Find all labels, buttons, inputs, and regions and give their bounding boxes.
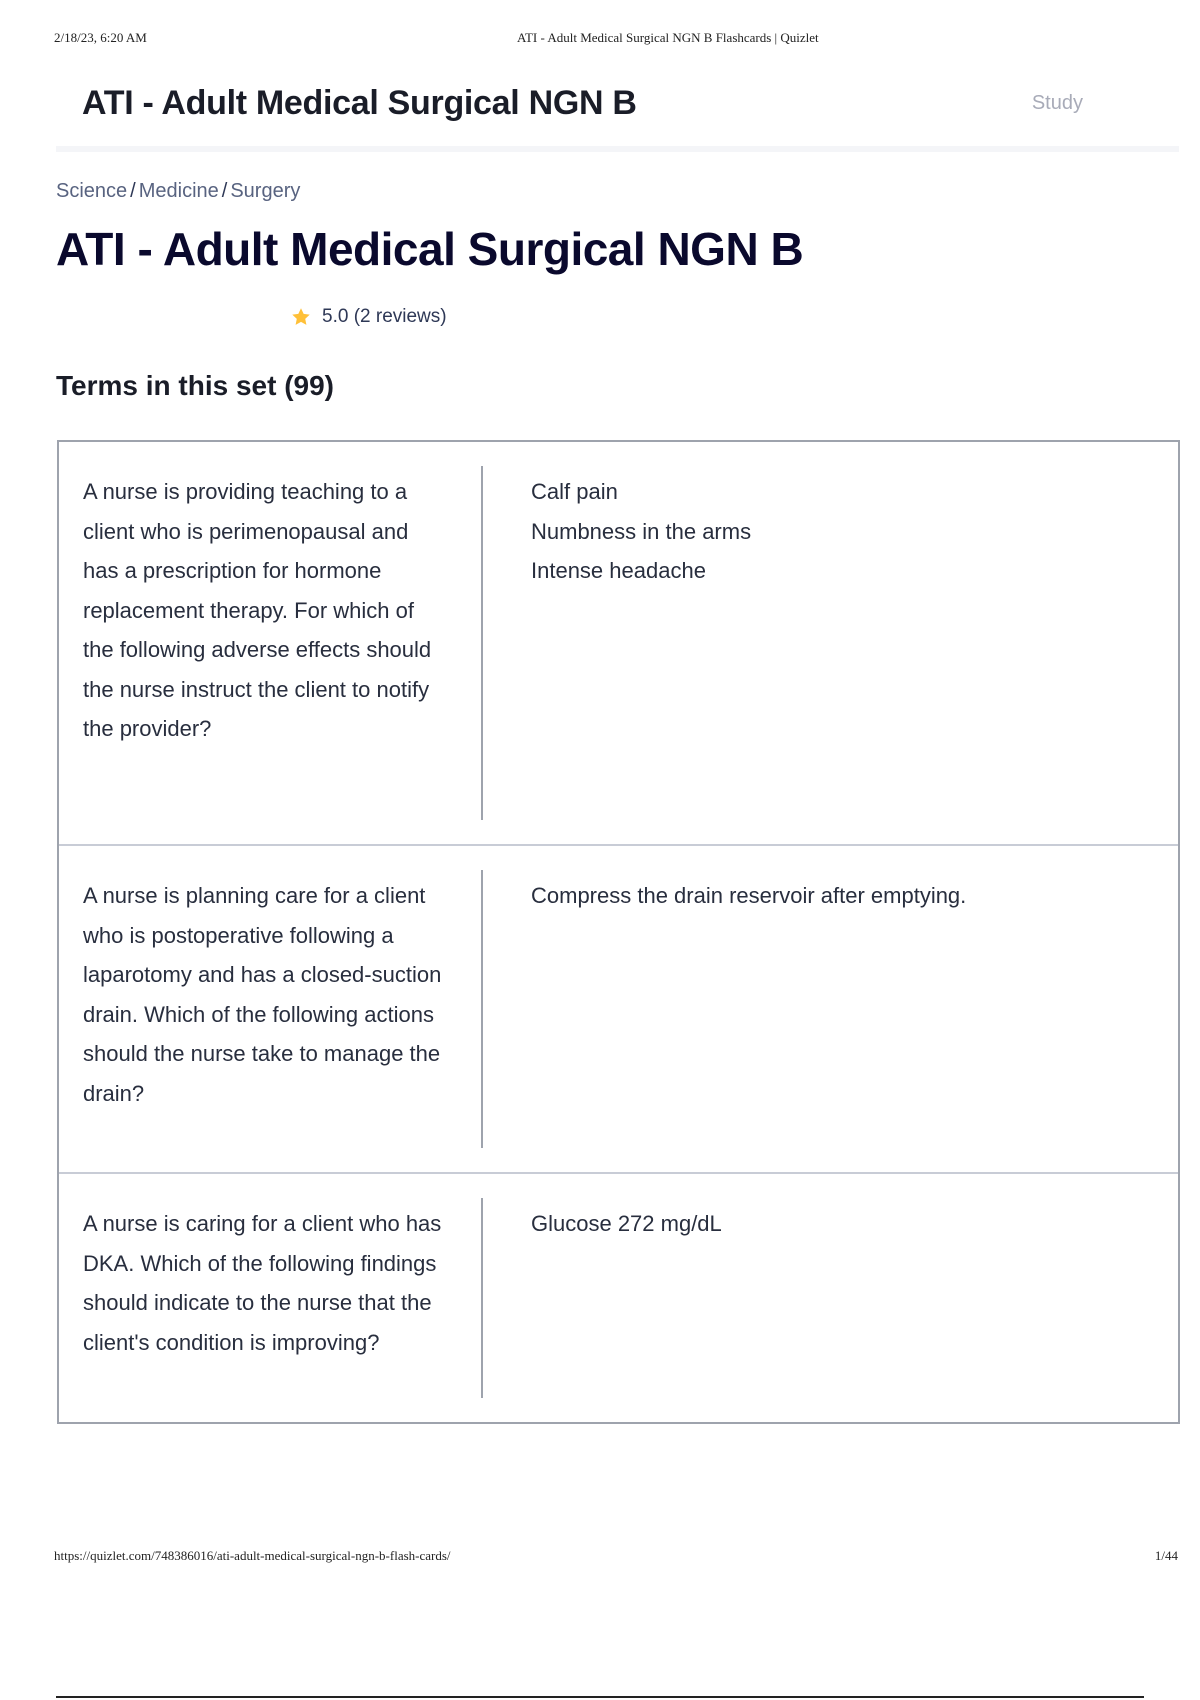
- card-divider: [481, 870, 483, 1148]
- page-title: ATI - Adult Medical Surgical NGN B: [56, 223, 804, 275]
- rating[interactable]: [290, 306, 447, 328]
- flashcard-term: A nurse is caring for a client who has DKA. Which of the following findings should indicate to the nurse that the client's condition is improving?: [83, 1211, 442, 1355]
- print-url: https://quizlet.com/748386016/ati-adult-medical-surgical-ngn-b-flash-cards/: [54, 1548, 451, 1563]
- rating-text: 5.0 (2 reviews): [322, 306, 447, 327]
- card-divider: [481, 466, 483, 820]
- breadcrumb-item-medicine[interactable]: Medicine: [138, 180, 219, 202]
- study-button[interactable]: Study: [1031, 92, 1083, 114]
- terms-heading: Terms in this set (99): [56, 370, 335, 401]
- flashcard[interactable]: [59, 846, 1178, 1174]
- definition-line: Glucose 272 mg/dL: [531, 1211, 722, 1236]
- breadcrumb-separator: /: [130, 180, 136, 202]
- flashcard-list: [57, 440, 1180, 1424]
- page-bottom-rule: [56, 1696, 1144, 1698]
- print-footer: [54, 1548, 1200, 1568]
- top-bar: [56, 60, 1179, 152]
- flashcard-term: A nurse is providing teaching to a client who is perimenopausal and has a prescription for hormone replacement therapy. For which of the following adverse effects should the nurse instruct the client to notify the provider?: [83, 479, 432, 741]
- definition-line: Numbness in the arms: [531, 518, 752, 544]
- definition-line: Calf pain: [531, 479, 618, 504]
- card-divider: [481, 1198, 483, 1398]
- print-header: [54, 30, 1200, 50]
- print-date: 2/18/23, 6:20 AM: [54, 30, 147, 45]
- definition-line: Compress the drain reservoir after emptying.: [531, 883, 967, 908]
- flashcard[interactable]: [59, 442, 1178, 846]
- flashcard-term: A nurse is planning care for a client who is postoperative following a laparotomy and has a closed-suction drain. Which of the following actions should the nurse take to manage the drain?: [83, 883, 442, 1106]
- star-icon: [290, 306, 312, 328]
- flashcard-definition: [531, 1204, 1151, 1244]
- breadcrumb-item-science[interactable]: Science: [56, 180, 128, 202]
- breadcrumb-separator: /: [221, 180, 228, 202]
- flashcard[interactable]: [59, 1174, 1178, 1422]
- print-page-title: ATI - Adult Medical Surgical NGN B Flashcards | Quizlet: [517, 30, 819, 45]
- flashcard-definition: [531, 472, 1151, 591]
- flashcard-definition: [531, 876, 1151, 916]
- breadcrumb-item-surgery[interactable]: Surgery: [230, 180, 301, 202]
- definition-line: Intense headache: [531, 558, 706, 583]
- breadcrumb: [56, 180, 300, 203]
- print-page-number: 1/44: [1154, 1548, 1178, 1563]
- topbar-set-title: ATI - Adult Medical Surgical NGN B: [82, 84, 637, 122]
